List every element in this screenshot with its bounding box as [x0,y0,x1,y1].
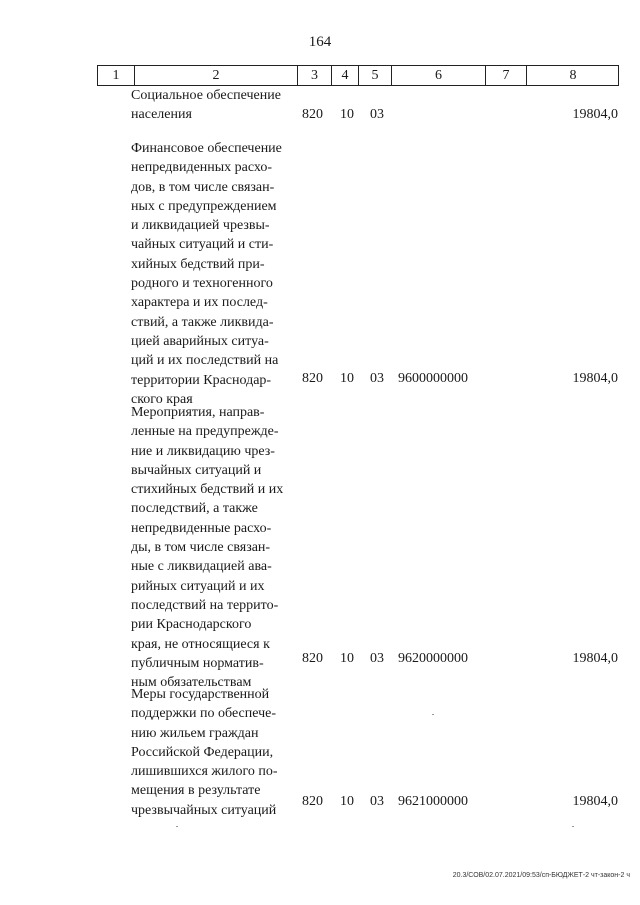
header-col-2: 2 [212,68,220,83]
label-line: ным обязательствам [131,675,252,691]
label-line: Мероприятия, направ- [131,405,265,420]
label-line: рии Краснодарского [131,617,252,633]
table-row-label [131,403,297,692]
label-line: ского края [131,391,193,407]
header-col-8: 8 [569,68,577,83]
label-line: ствий, а также ликвида- [131,314,274,330]
header-col-1: 1 [112,68,120,83]
table-row-label [131,86,297,125]
label-line: населения [131,107,192,123]
cell-csr: 9600000000 [398,371,468,386]
table-row-label [131,685,297,820]
cell-rz: 10 [340,371,354,386]
label-line: рийных ситуаций и их [131,578,265,594]
cell-sum: 19804,0 [572,794,618,809]
cell-rz: 10 [340,794,354,809]
scan-speck [176,826,178,827]
cell-csr: 9620000000 [398,651,468,666]
label-line: Финансовое обеспечение [131,141,282,156]
cell-sum: 19804,0 [572,371,618,386]
cell-pr: 03 [370,794,384,809]
label-line: непредвиденных расхо- [131,160,273,176]
cell-ved: 820 [302,794,323,809]
header-col-6: 6 [435,68,442,83]
page-number: 164 [308,34,332,50]
cell-rz: 10 [340,651,354,666]
label-line: характера и их послед- [131,295,268,311]
label-line: ций и их последствий на [131,353,279,369]
label-line: ленные на предупрежде- [131,424,279,440]
label-line: последствий, а также [131,501,258,517]
cell-sum: 19804,0 [572,651,618,666]
label-line: Российской Федерации, [131,744,274,760]
header-col-4: 4 [341,68,349,83]
cell-ved: 820 [302,371,323,386]
label-line: ды, в том числе связан- [131,540,271,556]
label-line: нию жильем граждан [131,725,259,741]
label-line: лишившихся жилого по- [131,764,278,780]
label-line: непредвиденные расхо- [131,520,272,536]
header-col-7: 7 [502,68,510,83]
cell-ved: 820 [302,107,323,122]
table-row-label [131,139,297,409]
label-line: ние и ликвидацию чрез- [131,443,275,459]
label-line: цией аварийных ситуа- [131,333,269,349]
label-line: дов, в том числе связан- [131,179,275,195]
label-line: чрезвычайных ситуаций [131,802,277,818]
label-line: мещения в результате [131,783,261,799]
label-line: Меры государственной [131,687,270,702]
label-line: родного и техногенного [131,276,273,292]
label-line: ных с предупреждением [131,198,277,214]
cell-pr: 03 [370,371,384,386]
cell-sum: 19804,0 [572,107,618,122]
label-line: края, не относящиеся к [131,636,270,652]
label-line: последствий на террито- [131,597,279,613]
label-line: чайных ситуаций и сти- [131,237,274,253]
label-line: хийных бедствий при- [131,256,265,272]
cell-pr: 03 [370,651,384,666]
label-line: ные с ликвидацией ава- [131,559,272,575]
label-line: территории Краснодар- [131,372,272,388]
label-line: Социальное обеспечение [131,88,281,103]
footer-document-code: 20.3/СОВ/02.07.2021/09:53/сп-БЮДЖЕТ-2 чт-закон-2 ч [452,872,630,879]
label-line: вычайных ситуаций и [131,462,262,478]
label-line: публичным норматив- [131,655,264,671]
header-col-3: 3 [311,68,318,83]
header-col-5: 5 [371,68,379,83]
label-line: стихийных бедствий и их [131,482,284,498]
label-line: поддержки по обеспече- [131,706,276,722]
table-header-row [97,65,619,86]
cell-csr: 9621000000 [398,794,468,809]
cell-pr: 03 [370,107,384,122]
cell-rz: 10 [340,107,354,122]
scan-speck [572,826,574,827]
scan-speck [432,714,434,715]
label-line: и ликвидацией чрезвы- [131,218,270,234]
cell-ved: 820 [302,651,323,666]
